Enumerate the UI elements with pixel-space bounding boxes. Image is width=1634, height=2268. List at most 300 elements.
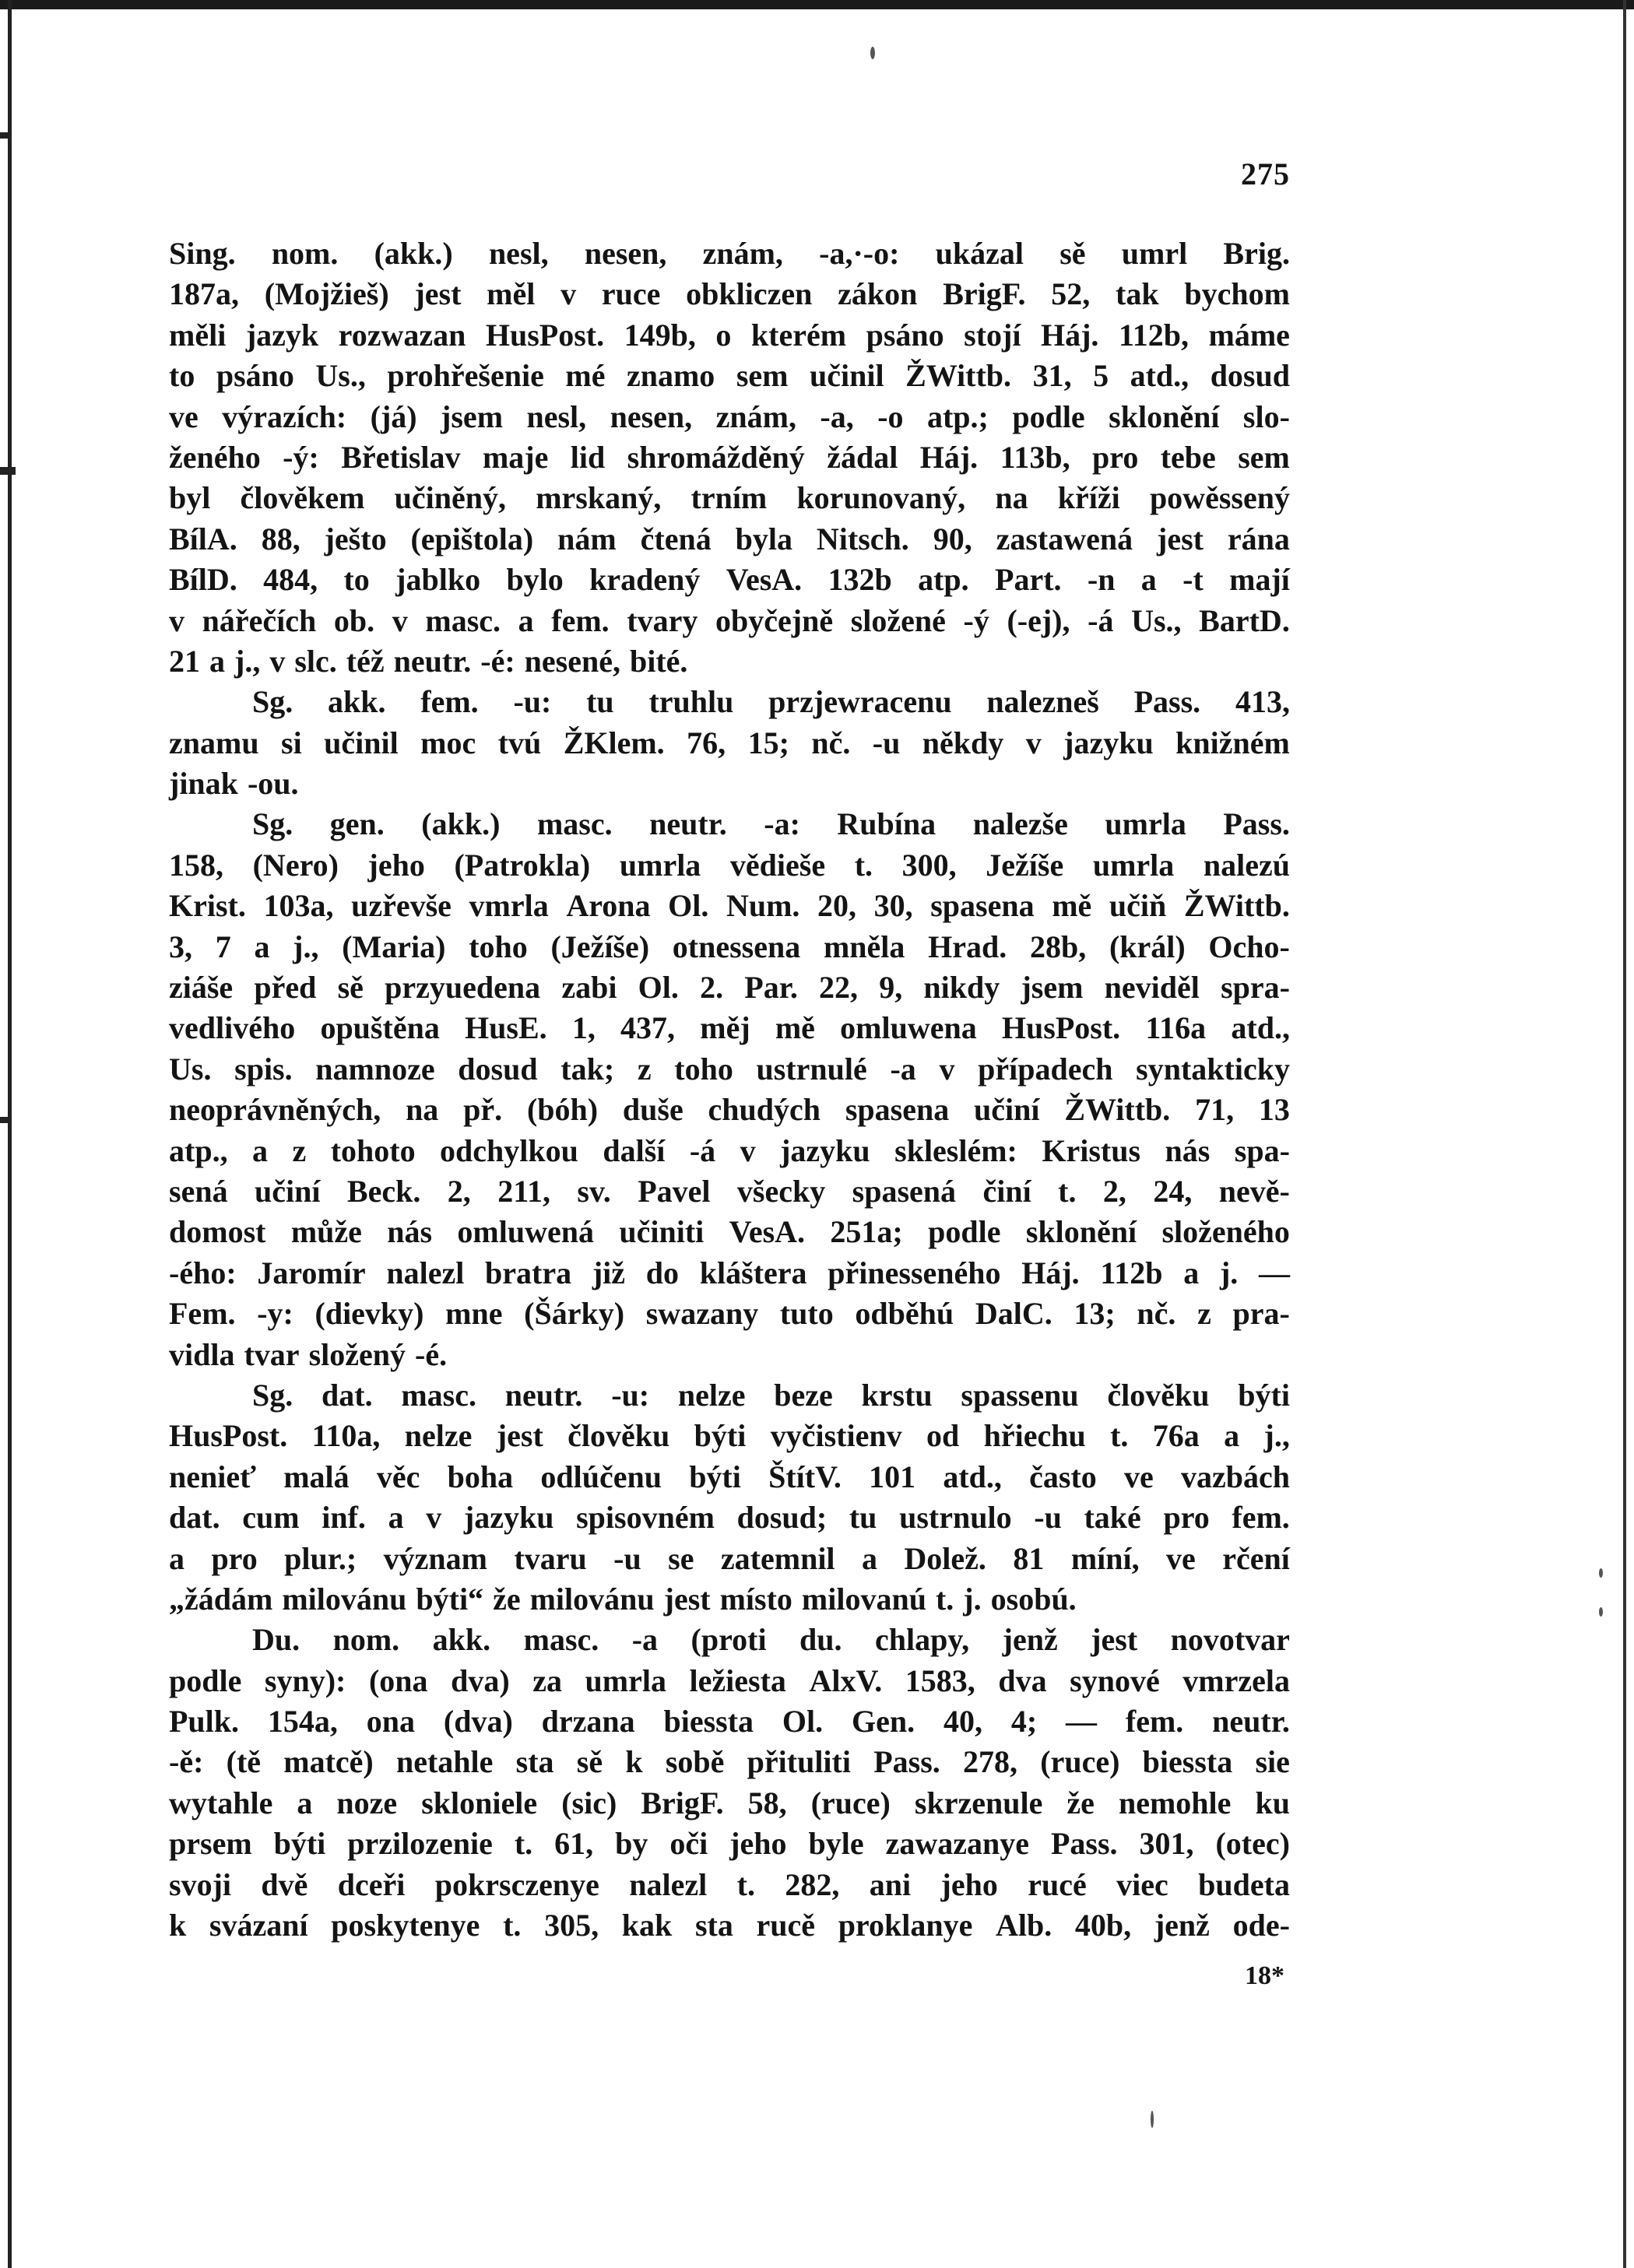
word: sklonění	[1025, 1214, 1137, 1250]
word: (-ej),	[1007, 602, 1070, 638]
word: tu	[849, 1500, 877, 1536]
text-line	[169, 1008, 1290, 1048]
word: t.	[1110, 1418, 1129, 1454]
word: bité.	[629, 643, 688, 679]
word: (ruce)	[810, 1785, 891, 1820]
word: spisovném	[576, 1500, 715, 1536]
word: budeta	[1198, 1866, 1290, 1902]
word: jazyku	[463, 1500, 554, 1536]
word: HusE.	[465, 1010, 547, 1046]
word: nás	[1165, 1132, 1211, 1168]
text-line	[169, 1742, 1290, 1782]
word: Sg.	[252, 684, 293, 720]
word: atp.;	[926, 398, 989, 434]
word: HusPost.	[169, 1418, 288, 1454]
word: Pavel	[638, 1173, 711, 1209]
word: fem.	[551, 602, 610, 638]
word: učiněný,	[394, 480, 507, 516]
word: býti	[273, 1826, 326, 1862]
word: atd.,	[1130, 358, 1189, 394]
word: máme	[1208, 317, 1290, 353]
word: Pass.	[1223, 806, 1290, 842]
word: sě	[576, 1744, 603, 1780]
word: —	[1259, 1255, 1290, 1290]
word: -a:	[764, 806, 800, 842]
word: znám,	[702, 236, 783, 271]
word: Gen.	[852, 1704, 915, 1740]
word: tvary	[627, 602, 698, 638]
word: 149b,	[624, 317, 696, 353]
word: žádal	[827, 439, 898, 475]
text-line	[169, 1661, 1290, 1701]
word: ŠtítV.	[768, 1459, 842, 1494]
word: že	[1066, 1785, 1095, 1820]
word: 13;	[1074, 1296, 1116, 1332]
text-line	[169, 1212, 1290, 1252]
word: boha	[447, 1459, 514, 1494]
word: truhlu	[648, 684, 734, 720]
word: -á	[1088, 602, 1114, 638]
text-line	[169, 601, 1290, 641]
word: další	[603, 1132, 666, 1168]
word: dosud	[1210, 358, 1290, 394]
word: učinil	[809, 358, 884, 394]
text-line	[169, 1171, 1290, 1212]
word: z	[637, 1051, 652, 1087]
word: -o	[877, 398, 904, 434]
word: milovanú	[801, 1581, 926, 1617]
word: poskytenye	[331, 1908, 480, 1943]
text-line	[169, 233, 1290, 274]
word: chlapy,	[875, 1622, 970, 1658]
word: to	[343, 562, 370, 598]
word: (proti	[690, 1622, 767, 1658]
word: milovánu	[282, 1581, 407, 1617]
word: rčení	[1222, 1540, 1290, 1576]
word: toho	[469, 929, 528, 964]
word: ruce	[601, 276, 661, 312]
word: učiniti	[619, 1214, 705, 1250]
word: (král)	[1109, 929, 1186, 964]
word: neutr.	[649, 806, 727, 842]
word: 305,	[544, 1908, 599, 1943]
word: často	[1029, 1459, 1097, 1494]
word: obkliczen	[686, 276, 813, 312]
word: podle	[169, 1662, 242, 1698]
word: Ol.	[782, 1704, 824, 1740]
word: může	[290, 1214, 362, 1250]
word: -u	[1034, 1500, 1062, 1536]
word: pro	[1163, 1500, 1210, 1536]
word: -ou.	[247, 766, 299, 802]
word: 24,	[1153, 1173, 1193, 1209]
word: ustrnulé	[756, 1051, 867, 1087]
word: 81	[1013, 1540, 1045, 1576]
word: (Maria)	[342, 929, 446, 964]
word: nom.	[271, 236, 339, 271]
word: dva)	[451, 1662, 510, 1698]
word: matcě)	[283, 1744, 374, 1780]
word: masc.	[523, 1622, 599, 1658]
word: 132b	[828, 562, 892, 598]
word: dat.	[322, 1377, 373, 1413]
word: skrzenule	[914, 1785, 1043, 1820]
word: Pass.	[1133, 684, 1201, 720]
word: jeho	[367, 847, 425, 883]
word: spasena	[845, 1092, 950, 1128]
word: podle	[928, 1214, 1001, 1250]
word: otnessena	[672, 929, 801, 964]
word: 187a,	[169, 276, 239, 312]
word: (Nero)	[252, 847, 339, 883]
word: Dolež.	[904, 1540, 986, 1576]
word: vedlivého	[169, 1010, 296, 1046]
word: ziáše	[169, 970, 234, 1006]
word: v	[269, 643, 286, 679]
word: akk.	[328, 684, 386, 720]
word: -a,·-o:	[819, 236, 900, 271]
word: 21	[169, 643, 200, 679]
word: -é.	[415, 1336, 448, 1372]
word: masc.	[536, 806, 613, 842]
text-line	[169, 356, 1290, 396]
word: dva	[998, 1662, 1047, 1698]
scan-border-top	[0, 0, 1634, 9]
word: v	[169, 602, 184, 638]
word: korunovaný,	[796, 480, 966, 516]
word: knižném	[1175, 725, 1290, 760]
text-line	[169, 723, 1290, 764]
text-line	[169, 1824, 1290, 1864]
text-line	[169, 274, 1290, 314]
word: 300,	[901, 847, 957, 883]
word: ona	[366, 1704, 416, 1740]
word: ŽKlem.	[563, 725, 665, 760]
word: složené	[850, 602, 946, 638]
word: gen.	[329, 806, 385, 842]
word: 40b,	[1074, 1908, 1132, 1943]
word: Krist.	[169, 888, 246, 924]
word: jeho	[940, 1866, 998, 1902]
word: masc.	[425, 602, 501, 638]
word: Arona	[566, 888, 651, 924]
word: biessta	[1142, 1744, 1233, 1780]
word: sklonění	[1109, 398, 1220, 434]
word: ve	[169, 398, 199, 434]
word: trním	[690, 480, 768, 516]
word: 413,	[1235, 684, 1290, 720]
word: 22,	[819, 970, 859, 1006]
word: byl	[169, 480, 211, 516]
word: t.	[736, 1866, 755, 1902]
word: Fem.	[169, 1296, 236, 1332]
word: umrla	[585, 1662, 666, 1698]
word: Num.	[726, 888, 800, 924]
word: 278,	[963, 1744, 1018, 1780]
text-line	[169, 927, 1290, 967]
word: -n	[1087, 562, 1116, 598]
word: moc	[420, 725, 476, 760]
word: malá	[283, 1459, 350, 1494]
word: psáno	[216, 358, 294, 394]
text-line	[169, 1416, 1290, 1456]
word: —	[1066, 1704, 1098, 1740]
word: 112b,	[1118, 317, 1189, 353]
word: vazbách	[1181, 1459, 1290, 1494]
word: sě	[337, 970, 364, 1006]
word: člověku	[568, 1418, 670, 1454]
word: a	[209, 643, 225, 679]
word: též	[346, 643, 385, 679]
word: tohoto	[330, 1132, 416, 1168]
word: HusPost.	[1001, 1010, 1121, 1046]
word: Pass.	[1050, 1826, 1118, 1862]
word: nemohle	[1118, 1785, 1232, 1820]
word: osobú.	[990, 1581, 1077, 1617]
word: oči	[669, 1826, 708, 1862]
text-line	[169, 560, 1290, 600]
word: jsem	[1021, 970, 1084, 1006]
word: (epištola)	[410, 521, 534, 556]
word: spasená	[852, 1173, 957, 1209]
word: przilozenie	[347, 1826, 493, 1862]
text-line	[169, 1865, 1290, 1905]
text-line	[169, 519, 1290, 560]
word: opuštěna	[320, 1010, 440, 1046]
word: do	[645, 1255, 680, 1290]
word: Ol.	[638, 970, 679, 1006]
word: sobě	[665, 1744, 725, 1780]
word: tak	[1116, 276, 1159, 312]
word: Sg.	[252, 806, 293, 842]
word: nevě-	[1218, 1173, 1290, 1209]
word: HusPost.	[485, 317, 605, 353]
word: svázaní	[209, 1908, 308, 1943]
word: to	[169, 358, 195, 394]
word: toho	[674, 1051, 733, 1087]
word: Jaromír	[257, 1255, 366, 1290]
word: nalezneš	[986, 684, 1099, 720]
word: Alb.	[996, 1908, 1052, 1943]
word: j.,	[293, 929, 319, 964]
word: měli	[169, 317, 227, 353]
word: mé	[565, 358, 606, 394]
word: nám	[557, 521, 617, 556]
word: proklanye	[838, 1908, 973, 1943]
word: sie	[1255, 1744, 1290, 1780]
word: rucé	[1028, 1866, 1087, 1902]
word: ješto	[324, 521, 387, 556]
word: 76,	[687, 725, 726, 760]
word: pro	[1092, 439, 1139, 475]
word: Beck.	[346, 1173, 421, 1209]
word: jinak	[169, 766, 238, 802]
word: pra-	[1232, 1296, 1290, 1332]
word: a	[861, 1540, 877, 1576]
word: 112b	[1100, 1255, 1163, 1290]
word: zawazanye	[885, 1826, 1029, 1862]
scan-border-right	[1623, 0, 1626, 2268]
word: spassenu	[961, 1377, 1079, 1413]
word: před	[254, 970, 317, 1006]
word: z	[292, 1132, 307, 1168]
word: ukázal	[935, 236, 1024, 271]
word: a	[254, 929, 270, 964]
word: by	[615, 1826, 648, 1862]
word: nás	[387, 1214, 433, 1250]
word: 13	[1258, 1092, 1290, 1128]
word: skleslém:	[894, 1132, 1017, 1168]
text-line	[169, 1090, 1290, 1130]
word: učiní	[974, 1092, 1040, 1128]
word: rána	[1227, 521, 1290, 556]
page-body	[169, 233, 1290, 1946]
word: a	[252, 1132, 269, 1168]
text-line	[169, 1620, 1290, 1660]
text-line	[169, 1457, 1290, 1497]
word: -ý	[963, 602, 989, 638]
word: t.	[503, 1908, 522, 1943]
word: již	[592, 1255, 626, 1290]
word: (akk.)	[374, 236, 453, 271]
word: Us.	[169, 1051, 212, 1087]
word: -u:	[513, 684, 552, 720]
word: 20,	[817, 888, 857, 924]
word: omluwená	[457, 1214, 594, 1250]
word: Kristus	[1042, 1132, 1141, 1168]
word: (tě	[226, 1744, 262, 1780]
word: vědieše	[729, 847, 826, 883]
text-line	[169, 1375, 1290, 1416]
word: -a	[631, 1622, 659, 1658]
word: netahle	[395, 1744, 494, 1780]
word: fem.	[1125, 1704, 1184, 1740]
word: -a	[890, 1051, 916, 1087]
word: bratra	[485, 1255, 572, 1290]
word: na	[406, 1092, 439, 1128]
word: nesl,	[488, 236, 549, 271]
word: spasena	[930, 888, 1035, 924]
text-line	[169, 1253, 1290, 1294]
word: swazany	[645, 1296, 759, 1332]
word: Rubína	[837, 806, 936, 842]
word: dvě	[261, 1866, 308, 1902]
word: případech	[978, 1051, 1113, 1087]
word: novotvar	[1170, 1622, 1290, 1658]
word: (Patrokla)	[454, 847, 591, 883]
word: uzřevše	[351, 888, 452, 924]
word: Pass.	[873, 1744, 940, 1780]
word: slc.	[294, 643, 337, 679]
word: (Šárky)	[524, 1296, 625, 1332]
word: že	[493, 1581, 521, 1617]
word: ani	[869, 1866, 912, 1902]
word: umrl	[1121, 236, 1188, 271]
word: duše	[622, 1092, 683, 1128]
word: 52,	[1051, 276, 1091, 312]
word: namnoze	[315, 1051, 435, 1087]
word: VesA.	[726, 562, 803, 598]
text-line	[169, 1294, 1290, 1334]
text-line	[169, 437, 1290, 478]
word: Ol.	[668, 888, 709, 924]
word: jsem	[441, 398, 504, 434]
word: všecky	[736, 1173, 826, 1209]
word: tu	[586, 684, 614, 720]
word: a	[388, 1500, 404, 1536]
word: Nitsch.	[816, 521, 909, 556]
word: př.	[463, 1092, 503, 1128]
word: 282,	[785, 1866, 840, 1902]
word: pokrsczenye	[434, 1866, 599, 1902]
word: hřiechu	[983, 1418, 1086, 1454]
scan-mark	[0, 467, 16, 475]
word: przyuedena	[385, 970, 541, 1006]
word: syntakticky	[1136, 1051, 1290, 1087]
word: učinil	[324, 725, 399, 760]
word: někdy	[922, 725, 1004, 760]
word: ob.	[333, 602, 375, 638]
word: prohřešenie	[387, 358, 544, 394]
text-line	[169, 1131, 1290, 1171]
word: zatemnil	[720, 1540, 835, 1576]
word: jest	[1091, 1622, 1138, 1658]
word: Háj.	[919, 439, 979, 475]
word: a	[169, 1540, 184, 1576]
word: tak;	[560, 1051, 615, 1087]
word: fem.	[420, 684, 479, 720]
word: wytahle	[169, 1785, 273, 1820]
word: z	[1197, 1296, 1211, 1332]
word: masc.	[401, 1377, 476, 1413]
word: znamo	[626, 358, 715, 394]
word: spis.	[234, 1051, 293, 1087]
text-line	[169, 804, 1290, 844]
word: nom.	[332, 1622, 400, 1658]
word: -u:	[611, 1377, 650, 1413]
text-line	[169, 1579, 1290, 1620]
text-line	[169, 1539, 1290, 1579]
word: od	[926, 1418, 960, 1454]
word: DalC.	[975, 1296, 1052, 1332]
word: v	[392, 602, 408, 638]
text-line	[169, 478, 1290, 518]
word: jeho	[729, 1826, 787, 1862]
word: rucě	[756, 1908, 816, 1943]
word: spra-	[1221, 970, 1290, 1006]
word: drzana	[541, 1704, 635, 1740]
text-line	[169, 1335, 1290, 1375]
text-line	[169, 1497, 1290, 1538]
word: výrazích:	[222, 398, 347, 434]
word: složeného	[1161, 1214, 1290, 1250]
word: přituliti	[747, 1744, 851, 1780]
word: si	[281, 725, 302, 760]
word: -u	[613, 1540, 641, 1576]
word: (bóh)	[526, 1092, 599, 1128]
word: ve	[1166, 1540, 1196, 1576]
word: sv.	[577, 1173, 611, 1209]
word: mněla	[823, 929, 905, 964]
word: 30,	[873, 888, 913, 924]
word: (ruce)	[1040, 1744, 1120, 1780]
word: nalezše	[972, 806, 1068, 842]
word: býti	[694, 1418, 747, 1454]
word: (akk.)	[421, 806, 501, 842]
word: (dva)	[443, 1704, 513, 1740]
word: j.	[963, 1581, 982, 1617]
word: jenž	[1154, 1908, 1210, 1943]
